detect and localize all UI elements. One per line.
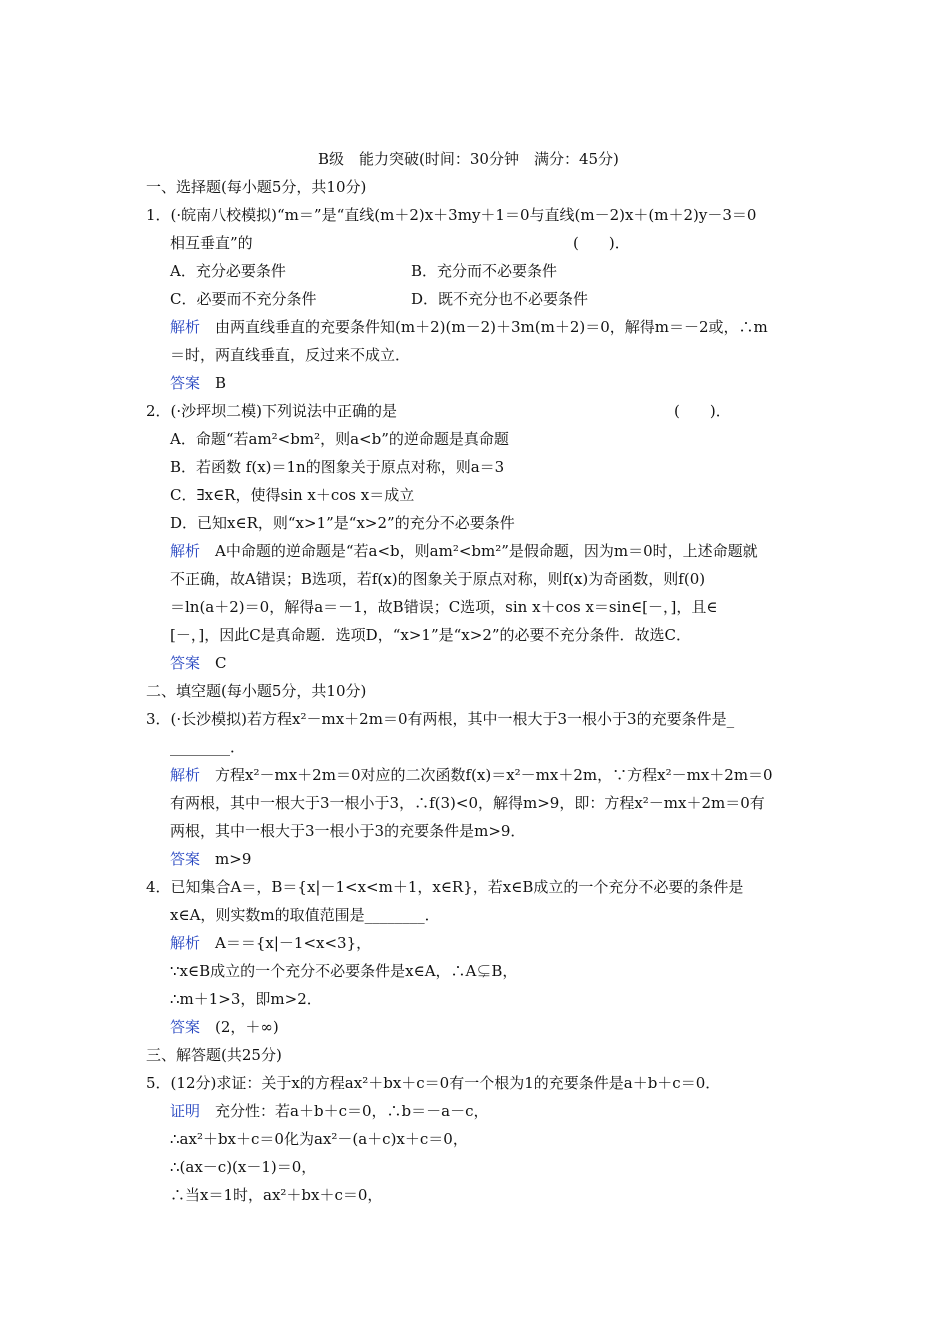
question-4-analysis-cont-2: ∴m＋1>3，即m>2． [170,990,322,1008]
analysis-label: 解析 [170,542,201,560]
proof-text: 充分性：若a＋b＋c＝0，∴b＝－a－c， [215,1102,489,1120]
question-5-stem: 5．(12分)求证：关于x的方程ax²＋bx＋c＝0有一个根为1的充要条件是a＋b＋c＝0． [146,1074,721,1092]
question-2-answer [170,653,227,673]
question-2-analysis-cont-2: ＝ln(a＋2)＝0，解得a＝－1，故B错误；C选项，sin x＋cos x＝sin∈[－，]，且∈ [170,598,718,616]
question-4-stem-cont: x∈A，则实数m的取值范围是________． [170,906,440,924]
answer-value: m>9 [215,850,252,868]
question-4-analysis-cont-1: ∵x∈B成立的一个充分不必要条件是x∈A，∴A⊊B， [170,962,518,980]
answer-value: C [215,654,227,672]
section-heading-fill: 二、填空题(每小题5分，共10分) [146,682,367,700]
question-3-analysis [170,765,773,785]
answer-label: 答案 [170,654,201,672]
question-5-proof [170,1101,488,1121]
question-3-analysis-cont-1: 有两根，其中一根大于3一根小于3，∴f(3)<0，解得m>9，即：方程x²－mx＋2m＝0有 [170,794,765,812]
question-2-option-d: D．已知x∈R，则“x>1”是“x>2”的充分不必要条件 [170,514,515,532]
analysis-label: 解析 [170,934,201,952]
question-2-answer-blank: ( )． [674,402,731,420]
analysis-text: A中命题的逆命题是“若a<b，则am²<bm²”是假命题，因为m＝0时，上述命题就 [215,542,758,560]
answer-label: 答案 [170,1018,201,1036]
analysis-text: A＝＝{x|－1<x<3}， [215,934,372,952]
question-1-analysis-cont: ＝时，两直线垂直，反过来不成立． [170,346,411,364]
question-1-option-c: C．必要而不充分条件 [170,290,317,308]
proof-label: 证明 [170,1102,201,1120]
question-2-analysis-cont-3: [－，]，因此C是真命题．选项D，“x>1”是“x>2”的必要不充分条件．故选C． [170,626,692,644]
question-1-analysis [170,317,768,337]
question-1-answer-blank: ( )． [573,234,630,252]
question-1-option-a: A．充分必要条件 [170,262,286,280]
section-heading-choice: 一、选择题(每小题5分，共10分) [146,178,367,196]
answer-value: B [215,374,227,392]
question-2-option-a: A．命题“若am²<bm²，则a<b”的逆命题是真命题 [170,430,509,448]
question-1-option-b: B．充分而不必要条件 [411,262,558,280]
question-2-option-c: C．∃x∈R，使得sin x＋cos x＝成立 [170,486,415,504]
question-3-stem: 3．(·长沙模拟)若方程x²－mx＋2m＝0有两根，其中一根大于3一根小于3的充要条件是_ [146,710,735,728]
analysis-label: 解析 [170,766,201,784]
question-4-stem: 4．已知集合A＝，B＝{x|－1<x<m＋1，x∈R}，若x∈B成立的一个充分不必要的条件是 [146,878,744,896]
question-2-option-b: B．若函数 f(x)＝1n的图象关于原点对称，则a＝3 [170,458,505,476]
answer-value: (2，＋∞) [215,1018,279,1036]
question-4-answer [170,1017,279,1037]
question-3-blank: ________． [170,738,246,756]
question-5-proof-cont-3: ∴当x＝1时，ax²＋bx＋c＝0， [170,1186,383,1204]
question-2-stem: 2．(·沙坪坝二模)下列说法中正确的是 [146,402,398,420]
question-5-proof-cont-1: ∴ax²＋bx＋c＝0化为ax²－(a＋c)x＋c＝0， [170,1130,468,1148]
question-2-analysis [170,541,758,561]
analysis-text: 由两直线垂直的充要条件知(m＋2)(m－2)＋3m(m＋2)＝0，解得m＝－2或，∴m [215,318,768,336]
analysis-label: 解析 [170,318,201,336]
analysis-text: 方程x²－mx＋2m＝0对应的二次函数f(x)＝x²－mx＋2m，∵方程x²－mx＋2m＝0 [215,766,773,784]
page-title: B级 能力突破(时间：30分钟 满分：45分) [318,150,619,168]
section-heading-solve: 三、解答题(共25分) [146,1046,282,1064]
question-1-option-d: D．既不充分也不必要条件 [411,290,589,308]
question-2-analysis-cont-1: 不正确，故A错误；B选项，若f(x)的图象关于原点对称，则f(x)为奇函数，则f(0) [170,570,706,588]
question-1-stem: 1．(·皖南八校模拟)“m＝”是“直线(m＋2)x＋3my＋1＝0与直线(m－2)x＋(m＋2)y－3＝0 [146,206,757,224]
answer-label: 答案 [170,374,201,392]
question-4-analysis [170,933,371,953]
question-3-answer [170,849,251,869]
question-3-analysis-cont-2: 两根，其中一根大于3一根小于3的充要条件是m>9． [170,822,526,840]
question-1-answer [170,373,226,393]
answer-label: 答案 [170,850,201,868]
question-1-stem-cont: 相互垂直”的 [170,234,253,252]
question-5-proof-cont-2: ∴(ax－c)(x－1)＝0， [170,1158,317,1176]
